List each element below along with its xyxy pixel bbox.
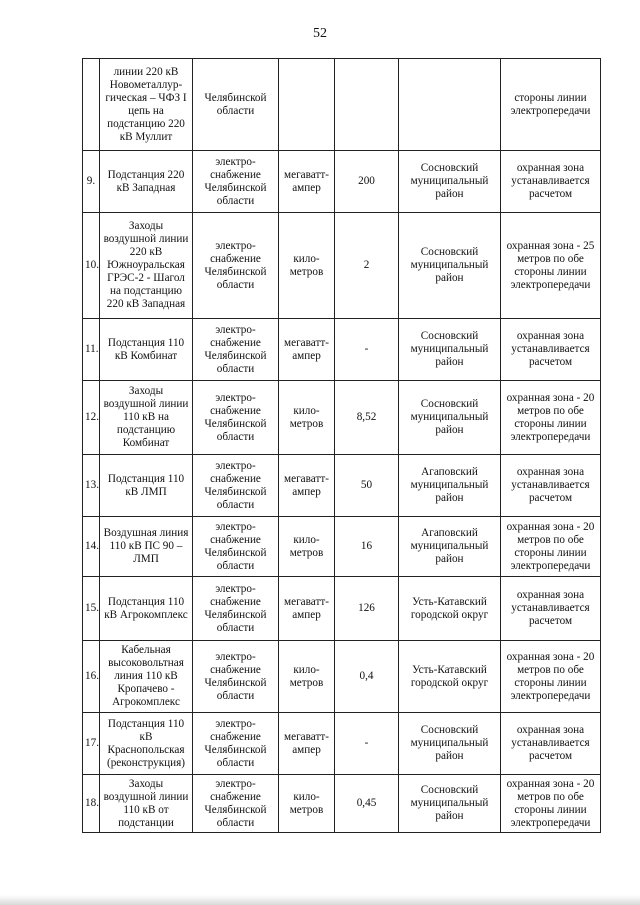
cell-value: 0,45: [335, 775, 399, 833]
cell-location: Сосновский муниципальный район: [399, 319, 501, 381]
cell-purpose: электро-снабжение Челябинской области: [193, 517, 279, 577]
cell-value: 50: [335, 455, 399, 517]
cell-object: Подстанция 110 кВ Краснопольская (реконструкция): [100, 713, 193, 775]
cell-location: Сосновский муниципальный район: [399, 213, 501, 319]
cell-protection-zone: охранная зона устанавливается расчетом: [501, 577, 601, 641]
cell-purpose: электро-снабжение Челябинской области: [193, 213, 279, 319]
cell-number: 18.: [83, 775, 100, 833]
cell-object: Кабельная высоковольтная линия 110 кВ Кропачево - Агрокомплекс: [100, 641, 193, 713]
cell-number: 12.: [83, 381, 100, 455]
cell-purpose: электро-снабжение Челябинской области: [193, 775, 279, 833]
table-row: [83, 713, 601, 775]
cell-object: Подстанция 220 кВ Западная: [100, 151, 193, 213]
cell-protection-zone: охранная зона - 20 метров по обе стороны линии электропередачи: [501, 775, 601, 833]
cell-number: 17.: [83, 713, 100, 775]
cell-protection-zone: охранная зона устанавливается расчетом: [501, 319, 601, 381]
cell-number: 10.: [83, 213, 100, 319]
cell-unit: мегаватт-ампер: [279, 713, 335, 775]
cell-value: 16: [335, 517, 399, 577]
cell-purpose: Челябинской области: [193, 59, 279, 151]
cell-number: 15.: [83, 577, 100, 641]
cell-protection-zone: охранная зона устанавливается расчетом: [501, 151, 601, 213]
cell-unit: мегаватт-ампер: [279, 151, 335, 213]
cell-value: 2: [335, 213, 399, 319]
cell-unit: мегаватт-ампер: [279, 577, 335, 641]
table-row: [83, 577, 601, 641]
cell-unit: мегаватт-ампер: [279, 319, 335, 381]
cell-location: Сосновский муниципальный район: [399, 713, 501, 775]
cell-location: Сосновский муниципальный район: [399, 775, 501, 833]
cell-object: Воздушная линия 110 кВ ПС 90 – ЛМП: [100, 517, 193, 577]
cell-number: 13.: [83, 455, 100, 517]
cell-object: линии 220 кВ Новометаллур-гическая – ЧФЗ I цепь на подстанцию 220 кВ Муллит: [100, 59, 193, 151]
cell-value: [335, 59, 399, 151]
cell-purpose: электро-снабжение Челябинской области: [193, 381, 279, 455]
cell-protection-zone: охранная зона - 20 метров по обе стороны линии электропередачи: [501, 381, 601, 455]
cell-protection-zone: охранная зона - 25 метров по обе стороны линии электропередачи: [501, 213, 601, 319]
cell-object: Заходы воздушной линии 220 кВ Южноуральская ГРЭС-2 - Шагол на подстанцию 220 кВ Западная: [100, 213, 193, 319]
cell-protection-zone: охранная зона - 20 метров по обе стороны линии электропередачи: [501, 641, 601, 713]
cell-number: [83, 59, 100, 151]
cell-location: Агаповский муниципальный район: [399, 517, 501, 577]
cell-location: Усть-Катавский городской округ: [399, 577, 501, 641]
cell-protection-zone: охранная зона устанавливается расчетом: [501, 713, 601, 775]
cell-number: 11.: [83, 319, 100, 381]
cell-number: 14.: [83, 517, 100, 577]
cell-unit: кило-метров: [279, 641, 335, 713]
objects-table: [82, 58, 601, 833]
cell-location: Сосновский муниципальный район: [399, 381, 501, 455]
cell-protection-zone: стороны линии электропередачи: [501, 59, 601, 151]
cell-purpose: электро-снабжение Челябинской области: [193, 641, 279, 713]
cell-unit: кило-метров: [279, 775, 335, 833]
cell-unit: кило-метров: [279, 213, 335, 319]
cell-value: -: [335, 713, 399, 775]
cell-value: 8,52: [335, 381, 399, 455]
cell-number: 9.: [83, 151, 100, 213]
table-row: [83, 213, 601, 319]
cell-value: 0,4: [335, 641, 399, 713]
cell-purpose: электро-снабжение Челябинской области: [193, 577, 279, 641]
cell-object: Подстанция 110 кВ ЛМП: [100, 455, 193, 517]
cell-unit: [279, 59, 335, 151]
cell-value: 200: [335, 151, 399, 213]
cell-unit: кило-метров: [279, 381, 335, 455]
table-row: [83, 775, 601, 833]
table-row: [83, 381, 601, 455]
scan-edge-shadow: [0, 895, 640, 905]
page-number: 52: [313, 26, 327, 41]
cell-location: Усть-Катавский городской округ: [399, 641, 501, 713]
table-row: [83, 641, 601, 713]
cell-value: -: [335, 319, 399, 381]
cell-object: Заходы воздушной линии 110 кВ на подстанцию Комбинат: [100, 381, 193, 455]
table-row: [83, 455, 601, 517]
table-row: [83, 319, 601, 381]
cell-purpose: электро-снабжение Челябинской области: [193, 319, 279, 381]
cell-object: Подстанция 110 кВ Комбинат: [100, 319, 193, 381]
cell-location: Сосновский муниципальный район: [399, 151, 501, 213]
cell-purpose: электро-снабжение Челябинской области: [193, 455, 279, 517]
cell-protection-zone: охранная зона - 20 метров по обе стороны линии электропередачи: [501, 517, 601, 577]
cell-number: 16.: [83, 641, 100, 713]
cell-location: [399, 59, 501, 151]
cell-purpose: электро-снабжение Челябинской области: [193, 151, 279, 213]
table-row: [83, 151, 601, 213]
cell-unit: кило-метров: [279, 517, 335, 577]
cell-purpose: электро-снабжение Челябинской области: [193, 713, 279, 775]
cell-protection-zone: охранная зона устанавливается расчетом: [501, 455, 601, 517]
cell-object: Заходы воздушной линии 110 кВ от подстанции: [100, 775, 193, 833]
table-row: [83, 59, 601, 151]
cell-location: Агаповский муниципальный район: [399, 455, 501, 517]
table-row: [83, 517, 601, 577]
cell-object: Подстанция 110 кВ Агрокомплекс: [100, 577, 193, 641]
cell-value: 126: [335, 577, 399, 641]
cell-unit: мегаватт-ампер: [279, 455, 335, 517]
